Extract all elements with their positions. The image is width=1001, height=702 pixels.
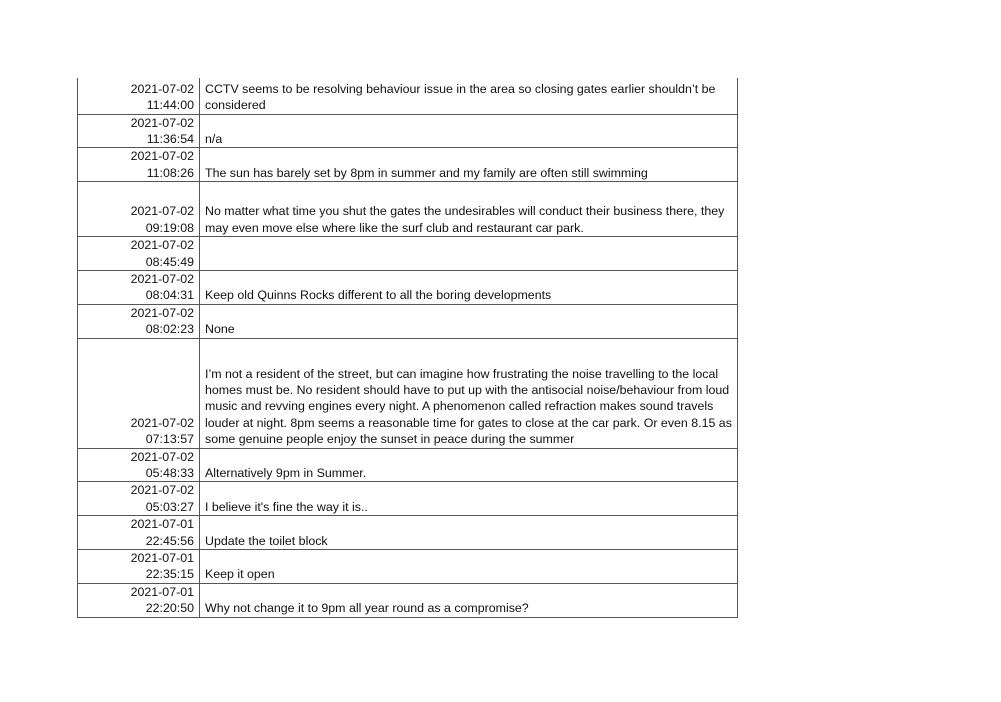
table-row xyxy=(78,270,738,304)
row-date: 2021-07-01 xyxy=(130,551,194,565)
comment-cell xyxy=(200,78,738,114)
row-comment: I believe it's fine the way it is.. xyxy=(205,499,368,514)
row-date: 2021-07-02 xyxy=(130,483,194,498)
row-time: 11:36:54 xyxy=(146,131,194,146)
row-comment: I’m not a resident of the street, but can imagine how frustrating the noise travelling to the local homes must be. No resident should have to put up with the antisocial noise/behaviour from loud music and revving engines every night. A phenomenon called refraction makes sound travels louder at night. 8pm seems a reasonable time for gates to close at the car park. Or even 8.15 as some genuine people enjoy the sunset in peace during the summer xyxy=(205,366,732,447)
row-date: 2021-07-02 xyxy=(130,305,194,320)
row-time: 08:45:49 xyxy=(145,254,194,269)
table-row xyxy=(78,182,738,237)
row-date: 2021-07-02 xyxy=(130,204,194,219)
timestamp-cell xyxy=(78,448,200,482)
comment-cell xyxy=(200,304,738,338)
table-row xyxy=(78,550,738,584)
row-comment: Keep it open xyxy=(205,567,275,582)
comment-cell xyxy=(200,270,738,304)
row-comment: No matter what time you shut the gates the undesirables will conduct their business there, they may even move else where like the surf club and restaurant car park. xyxy=(205,204,725,235)
row-comment: Alternatively 9pm in Summer. xyxy=(205,465,367,480)
row-comment: n/a xyxy=(205,131,223,146)
row-time: 22:45:56 xyxy=(145,533,194,548)
comment-cell xyxy=(200,148,738,182)
row-comment: CCTV seems to be resolving behaviour issue in the area so closing gates earlier shouldn’t be considered xyxy=(205,81,716,113)
timestamp-cell xyxy=(78,182,200,237)
row-comment: Keep old Quinns Rocks different to all the boring developments xyxy=(205,288,552,303)
table-row xyxy=(78,114,738,148)
row-comment: None xyxy=(205,322,235,337)
table-row xyxy=(78,448,738,482)
responses-table xyxy=(77,78,738,618)
timestamp-cell xyxy=(78,114,200,148)
timestamp-cell xyxy=(78,237,200,271)
timestamp-cell xyxy=(78,550,200,584)
row-date: 2021-07-02 xyxy=(130,271,194,286)
row-time: 22:35:15 xyxy=(145,567,194,582)
table-row xyxy=(78,338,738,448)
timestamp-cell xyxy=(78,482,200,516)
row-time: 09:19:08 xyxy=(145,220,194,235)
table-row xyxy=(78,516,738,550)
row-date: 2021-07-02 xyxy=(130,449,194,464)
comment-cell xyxy=(200,182,738,237)
row-time: 07:13:57 xyxy=(145,432,194,447)
row-date: 2021-07-02 xyxy=(130,115,194,130)
comment-cell xyxy=(200,237,738,271)
row-date: 2021-07-01 xyxy=(130,517,194,532)
table-row xyxy=(78,304,738,338)
row-date: 2021-07-01 xyxy=(130,584,194,599)
row-time: 08:02:23 xyxy=(145,322,194,337)
row-date: 2021-07-02 xyxy=(130,415,194,430)
comment-cell xyxy=(200,338,738,448)
comment-cell xyxy=(200,114,738,148)
row-comment: Why not change it to 9pm all year round as a compromise? xyxy=(205,601,529,616)
timestamp-cell xyxy=(78,583,200,617)
row-time: 22:20:50 xyxy=(145,601,194,616)
row-time: 11:08:26 xyxy=(146,165,194,180)
comment-cell xyxy=(200,516,738,550)
timestamp-cell xyxy=(78,304,200,338)
timestamp-cell xyxy=(78,338,200,448)
row-comment: Update the toilet block xyxy=(205,533,328,548)
comment-cell xyxy=(200,482,738,516)
timestamp-cell xyxy=(78,270,200,304)
timestamp-cell xyxy=(78,516,200,550)
row-comment: The sun has barely set by 8pm in summer and my family are often still swimming xyxy=(205,165,648,180)
comment-cell xyxy=(200,583,738,617)
row-time: 08:04:31 xyxy=(145,288,194,303)
table-row xyxy=(78,78,738,114)
timestamp-cell xyxy=(78,148,200,182)
comment-cell xyxy=(200,550,738,584)
row-date: 2021-07-02 xyxy=(130,81,194,96)
row-time: 11:44:00 xyxy=(146,98,194,113)
row-date: 2021-07-02 xyxy=(130,238,194,253)
table-row xyxy=(78,237,738,271)
timestamp-cell xyxy=(78,78,200,114)
table-row xyxy=(78,482,738,516)
row-date: 2021-07-02 xyxy=(130,149,194,164)
comment-cell xyxy=(200,448,738,482)
row-time: 05:48:33 xyxy=(145,465,194,480)
table-row xyxy=(78,148,738,182)
row-time: 05:03:27 xyxy=(145,499,194,514)
table-row xyxy=(78,583,738,617)
